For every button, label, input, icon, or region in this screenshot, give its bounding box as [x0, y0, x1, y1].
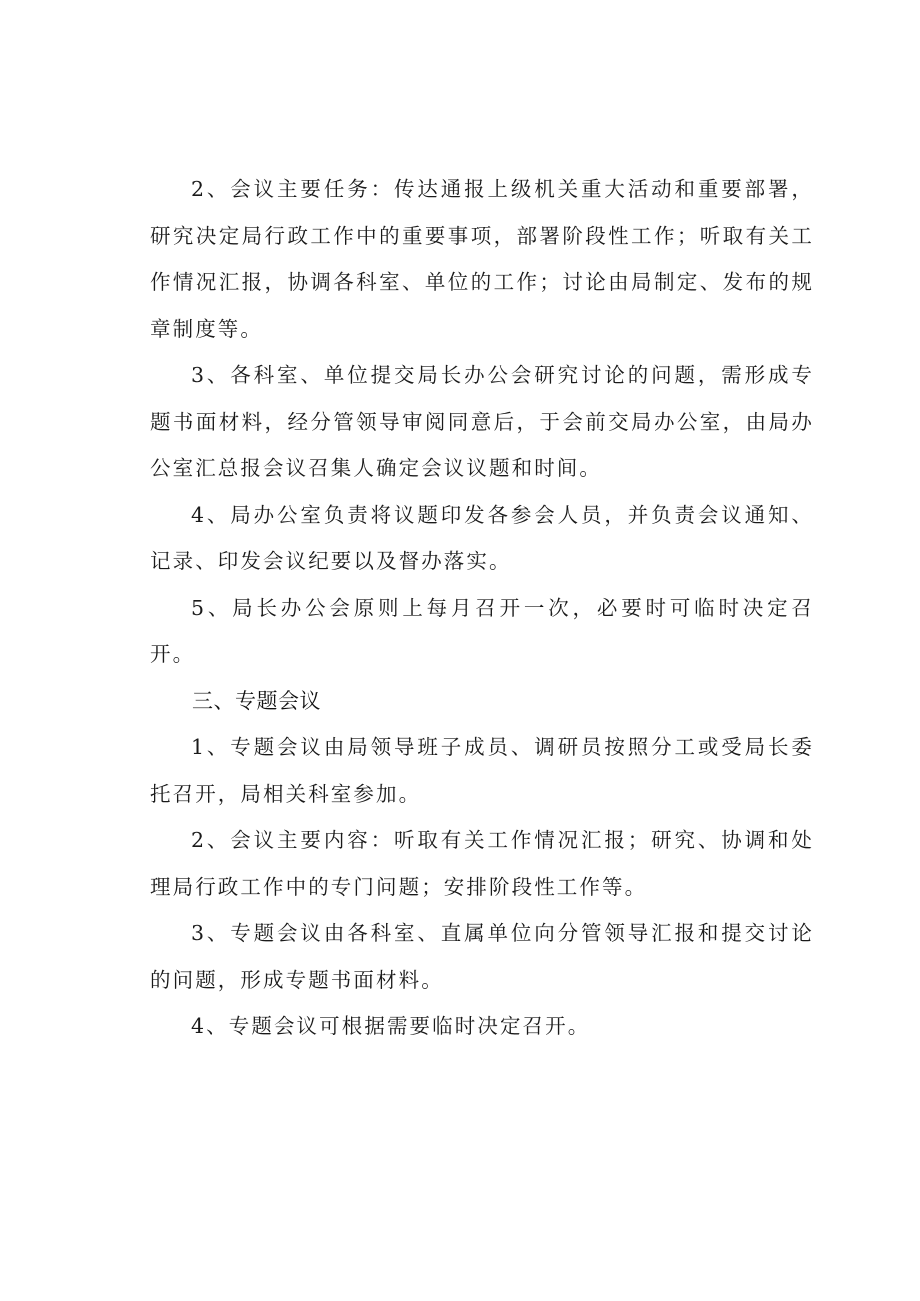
section-heading-special-meetings: 三、专题会议 — [192, 688, 321, 713]
paragraph-special-meeting-content: 2、会议主要内容：听取有关工作情况汇报；研究、协调和处理局行政工作中的专门问题；安排阶段性工作等。 — [150, 828, 814, 899]
paragraph-special-meeting-convening: 1、专题会议由局领导班子成员、调研员按照分工或受局长委托召开，局相关科室参加。 — [150, 735, 814, 806]
paragraph-office-duties: 4、局办公室负责将议题印发各参会人员，并负责会议通知、记录、印发会议纪要以及督办落实。 — [150, 502, 814, 573]
paragraph-special-meeting-reporting: 3、专题会议由各科室、直属单位向分管领导汇报和提交讨论的问题，形成专题书面材料。 — [150, 921, 814, 992]
paragraph-special-meeting-adhoc: 4、专题会议可根据需要临时决定召开。 — [191, 1014, 591, 1038]
paragraph-topic-submission: 3、各科室、单位提交局长办公会研究讨论的问题，需形成专题书面材料，经分管领导审阅同意后，于会前交局办公室，由局办公室汇总报会议召集人确定会议议题和时间。 — [150, 363, 814, 480]
document-body — [150, 166, 814, 1050]
paragraph-meeting-tasks: 2、会议主要任务：传达通报上级机关重大活动和重要部署，研究决定局行政工作中的重要事项，部署阶段性工作；听取有关工作情况汇报，协调各科室、单位的工作；讨论由局制定、发布的规章制度等。 — [150, 177, 814, 341]
paragraph-meeting-frequency: 5、局长办公会原则上每月召开一次，必要时可临时决定召开。 — [150, 595, 814, 666]
